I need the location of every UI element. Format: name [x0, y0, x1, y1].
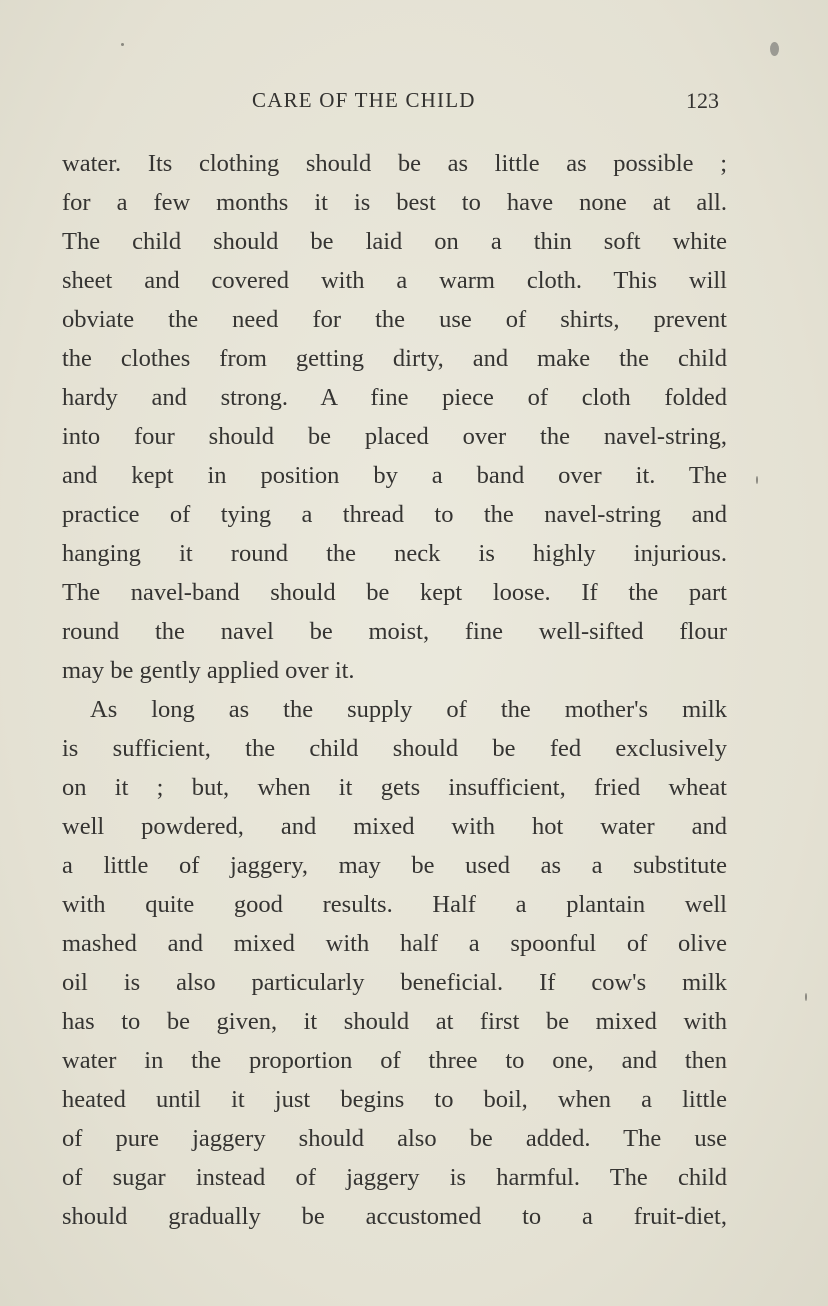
text-line: should gradually be accustomed to a fruit-diet, [62, 1203, 727, 1230]
paper-speck [756, 476, 758, 484]
paper-speck [805, 993, 807, 1001]
text-line: is sufficient, the child should be fed exclusively [62, 735, 727, 762]
text-line: The child should be laid on a thin soft white [62, 228, 727, 255]
page-number: 123 [686, 88, 719, 113]
text-line: mashed and mixed with half a spoonful of olive [62, 930, 727, 957]
text-line: of pure jaggery should also be added. The use [62, 1125, 727, 1152]
text-line: has to be given, it should at first be mixed with [62, 1008, 727, 1035]
text-line: and kept in position by a band over it. The [62, 462, 727, 489]
text-line: water. Its clothing should be as little as possible ; [62, 150, 727, 177]
text-line: into four should be placed over the navel-string, [62, 423, 727, 450]
text-line: the clothes from getting dirty, and make the child [62, 345, 727, 372]
text-line: As long as the supply of the mother's milk [90, 696, 727, 723]
paper-speck [770, 42, 779, 56]
text-line: on it ; but, when it gets insufficient, fried wheat [62, 774, 727, 801]
text-line: a little of jaggery, may be used as a substitute [62, 852, 727, 879]
text-line: hanging it round the neck is highly injurious. [62, 540, 727, 567]
running-head [0, 88, 828, 118]
text-line: oil is also particularly beneficial. If cow's milk [62, 969, 727, 996]
text-line: practice of tying a thread to the navel-string and [62, 501, 727, 528]
body-text [62, 144, 727, 1236]
text-line: sheet and covered with a warm cloth. This will [62, 267, 727, 294]
text-line: round the navel be moist, fine well-sifted flour [62, 618, 727, 645]
text-line: heated until it just begins to boil, when a little [62, 1086, 727, 1113]
text-line: The navel-band should be kept loose. If the part [62, 579, 727, 606]
text-line: obviate the need for the use of shirts, prevent [62, 306, 727, 333]
text-line: of sugar instead of jaggery is harmful. The child [62, 1164, 727, 1191]
text-line: well powdered, and mixed with hot water and [62, 813, 727, 840]
paragraph [62, 144, 727, 690]
paper-speck [121, 43, 124, 46]
text-line: for a few months it is best to have none at all. [62, 189, 727, 216]
text-line: with quite good results. Half a plantain well [62, 891, 727, 918]
running-title: CARE OF THE CHILD [252, 88, 476, 112]
paragraph [62, 690, 727, 1236]
text-line: water in the proportion of three to one, and then [62, 1047, 727, 1074]
text-line: may be gently applied over it. [62, 657, 355, 684]
text-line: hardy and strong. A fine piece of cloth folded [62, 384, 727, 411]
